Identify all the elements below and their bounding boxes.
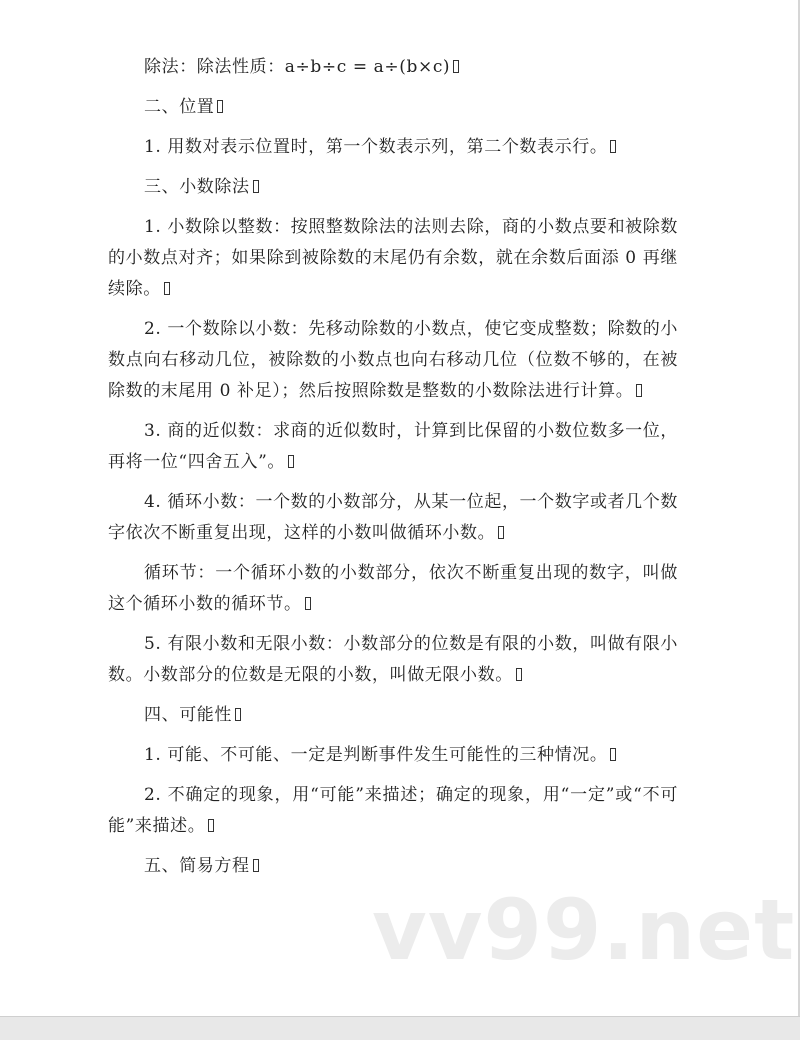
heading-position: 二、位置 [108, 92, 678, 123]
heading-decimal-division: 三、小数除法 [108, 172, 678, 203]
paragraph-mark-icon [208, 819, 214, 832]
paragraph-certain-uncertain: 2. 不确定的现象，用“可能”来描述；确定的现象，用“一定”或“不可能”来描述。 [108, 785, 678, 836]
document-body [108, 52, 678, 891]
paragraph-mark-icon [305, 597, 311, 610]
paragraph-number-pair: 1. 用数对表示位置时，第一个数表示列，第二个数表示行。 [108, 132, 678, 163]
page-bottom-edge [0, 1016, 800, 1040]
paragraph-three-cases: 1. 可能、不可能、一定是判断事件发生可能性的三种情况。 [108, 740, 678, 771]
paragraph-mark-icon [235, 708, 241, 721]
paragraph-approximate-quotient: 3. 商的近似数：求商的近似数时，计算到比保留的小数位数多一位，再将一位“四舍五入”。 [108, 421, 678, 472]
paragraph-mark-icon [164, 282, 170, 295]
paragraph-division-property: 除法：除法性质：a÷b÷c = a÷(b×c) [108, 52, 678, 83]
paragraph-mark-icon [253, 180, 259, 193]
paragraph-decimal-by-integer: 1. 小数除以整数：按照整数除法的法则去除，商的小数点要和被除数的小数点对齐；如果除到被除数的末尾仍有余数，就在余数后面添 0 再继续除。 [108, 217, 678, 299]
paragraph-mark-icon [610, 140, 616, 153]
heading-simple-equation: 五、简易方程 [108, 851, 678, 882]
paragraph-repeating-decimal: 4. 循环小数：一个数的小数部分，从某一位起，一个数字或者几个数字依次不断重复出现，这样的小数叫做循环小数。 [108, 492, 678, 543]
paragraph-mark-icon [253, 859, 259, 872]
watermark: vv99.net [372, 881, 796, 979]
paragraph-mark-icon [610, 748, 616, 761]
paragraph-mark-icon [453, 60, 459, 73]
heading-possibility: 四、可能性 [108, 700, 678, 731]
paragraph-number-by-decimal: 2. 一个数除以小数：先移动除数的小数点，使它变成整数；除数的小数点向右移动几位，被除数的小数点也向右移动几位（位数不够的，在被除数的末尾用 0 补足）；然后按照除数是整数的小数除法进行计算。 [108, 319, 678, 401]
paragraph-mark-icon [217, 100, 223, 113]
paragraph-repetend: 循环节：一个循环小数的小数部分，依次不断重复出现的数字，叫做这个循环小数的循环节。 [108, 563, 678, 614]
paragraph-finite-infinite-decimal: 5. 有限小数和无限小数：小数部分的位数是有限的小数，叫做有限小数。小数部分的位数是无限的小数，叫做无限小数。 [108, 634, 678, 685]
paragraph-mark-icon [288, 455, 294, 468]
paragraph-mark-icon [636, 384, 642, 397]
paragraph-mark-icon [498, 526, 504, 539]
paragraph-mark-icon [516, 668, 522, 681]
